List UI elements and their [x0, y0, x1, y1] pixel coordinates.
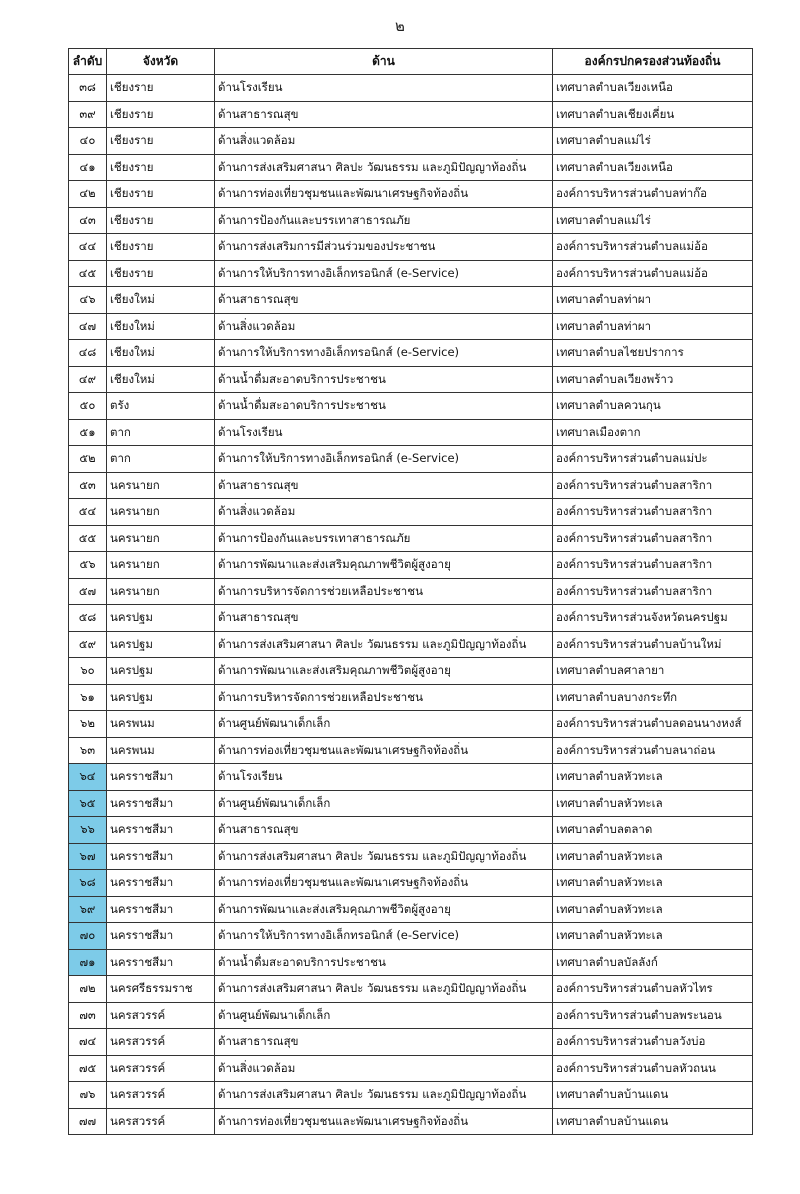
row-order-cell: ๗๑ [69, 949, 107, 976]
row-province-cell: เชียงราย [107, 207, 215, 234]
table-row [69, 207, 753, 234]
row-province-cell: นครสวรรค์ [107, 1002, 215, 1029]
row-aspect-cell: ด้านการส่งเสริมศาสนา ศิลปะ วัฒนธรรม และภูมิปัญญาท้องถิ่น [215, 154, 553, 181]
row-province-cell: นครนายก [107, 525, 215, 552]
table-row [69, 605, 753, 632]
table-row [69, 1029, 753, 1056]
table-row [69, 101, 753, 128]
row-order-cell: ๖๔ [69, 764, 107, 791]
row-order-cell: ๔๓ [69, 207, 107, 234]
row-organization-cell: องค์การบริหารส่วนตำบลสาริกา [553, 499, 753, 526]
table-row [69, 154, 753, 181]
row-aspect-cell: ด้านการส่งเสริมศาสนา ศิลปะ วัฒนธรรม และภูมิปัญญาท้องถิ่น [215, 976, 553, 1003]
table-row [69, 525, 753, 552]
table-row [69, 1002, 753, 1029]
row-province-cell: นครนายก [107, 552, 215, 579]
row-aspect-cell: ด้านสาธารณสุข [215, 817, 553, 844]
row-aspect-cell: ด้านการให้บริการทางอิเล็กทรอนิกส์ (e-Service) [215, 260, 553, 287]
table-row [69, 896, 753, 923]
header-organization: องค์กรปกครองส่วนท้องถิ่น [553, 49, 753, 75]
row-aspect-cell: ด้านสิ่งแวดล้อม [215, 1055, 553, 1082]
row-province-cell: นครราชสีมา [107, 843, 215, 870]
row-order-cell: ๕๐ [69, 393, 107, 420]
row-aspect-cell: ด้านการให้บริการทางอิเล็กทรอนิกส์ (e-Service) [215, 923, 553, 950]
row-organization-cell: เทศบาลตำบลเวียงเหนือ [553, 154, 753, 181]
row-aspect-cell: ด้านน้ำดื่มสะอาดบริการประชาชน [215, 393, 553, 420]
row-order-cell: ๔๑ [69, 154, 107, 181]
row-aspect-cell: ด้านการป้องกันและบรรเทาสาธารณภัย [215, 525, 553, 552]
row-order-cell: ๔๖ [69, 287, 107, 314]
table-row [69, 631, 753, 658]
row-province-cell: นครราชสีมา [107, 764, 215, 791]
table-row [69, 366, 753, 393]
table-row [69, 711, 753, 738]
table-row [69, 75, 753, 102]
row-province-cell: นครพนม [107, 737, 215, 764]
row-organization-cell: เทศบาลตำบลหัวทะเล [553, 923, 753, 950]
row-order-cell: ๔๒ [69, 181, 107, 208]
row-province-cell: เชียงราย [107, 128, 215, 155]
row-organization-cell: เทศบาลตำบลเชียงเคี่ยน [553, 101, 753, 128]
header-row [69, 49, 753, 75]
row-order-cell: ๖๘ [69, 870, 107, 897]
row-order-cell: ๖๑ [69, 684, 107, 711]
table-body [69, 75, 753, 1135]
table-row [69, 843, 753, 870]
row-organization-cell: เทศบาลตำบลบัลลังก์ [553, 949, 753, 976]
row-organization-cell: องค์การบริหารส่วนตำบลบ้านใหม่ [553, 631, 753, 658]
row-order-cell: ๖๒ [69, 711, 107, 738]
header-province: จังหวัด [107, 49, 215, 75]
row-province-cell: นครปฐม [107, 631, 215, 658]
table-row [69, 340, 753, 367]
row-province-cell: นครนายก [107, 578, 215, 605]
row-order-cell: ๔๔ [69, 234, 107, 261]
row-province-cell: เชียงใหม่ [107, 366, 215, 393]
table-row [69, 260, 753, 287]
row-organization-cell: องค์การบริหารส่วนตำบลแม่อ้อ [553, 260, 753, 287]
table-row [69, 234, 753, 261]
row-organization-cell: เทศบาลตำบลท่าผา [553, 313, 753, 340]
row-aspect-cell: ด้านการส่งเสริมศาสนา ศิลปะ วัฒนธรรม และภูมิปัญญาท้องถิ่น [215, 631, 553, 658]
row-organization-cell: องค์การบริหารส่วนตำบลท่าก๊อ [553, 181, 753, 208]
row-organization-cell: องค์การบริหารส่วนตำบลสาริกา [553, 578, 753, 605]
row-organization-cell: องค์การบริหารส่วนตำบลแม่ปะ [553, 446, 753, 473]
row-aspect-cell: ด้านโรงเรียน [215, 764, 553, 791]
row-province-cell: นครนายก [107, 499, 215, 526]
row-organization-cell: องค์การบริหารส่วนตำบลสาริกา [553, 525, 753, 552]
row-order-cell: ๖๐ [69, 658, 107, 685]
row-aspect-cell: ด้านโรงเรียน [215, 419, 553, 446]
row-organization-cell: องค์การบริหารส่วนตำบลดอนนางหงส์ [553, 711, 753, 738]
row-aspect-cell: ด้านสิ่งแวดล้อม [215, 313, 553, 340]
row-order-cell: ๗๔ [69, 1029, 107, 1056]
header-aspect: ด้าน [215, 49, 553, 75]
row-organization-cell: เทศบาลตำบลบ้านแดน [553, 1108, 753, 1135]
row-aspect-cell: ด้านการพัฒนาและส่งเสริมคุณภาพชีวิตผู้สูงอายุ [215, 552, 553, 579]
row-aspect-cell: ด้านการพัฒนาและส่งเสริมคุณภาพชีวิตผู้สูงอายุ [215, 896, 553, 923]
table-row [69, 578, 753, 605]
row-province-cell: เชียงใหม่ [107, 287, 215, 314]
row-organization-cell: เทศบาลตำบลแม่ไร่ [553, 207, 753, 234]
row-province-cell: นครราชสีมา [107, 896, 215, 923]
row-order-cell: ๗๓ [69, 1002, 107, 1029]
row-province-cell: นครปฐม [107, 605, 215, 632]
row-aspect-cell: ด้านการส่งเสริมการมีส่วนร่วมของประชาชน [215, 234, 553, 261]
row-organization-cell: องค์การบริหารส่วนจังหวัดนครปฐม [553, 605, 753, 632]
row-organization-cell: เทศบาลตำบลท่าผา [553, 287, 753, 314]
row-order-cell: ๕๗ [69, 578, 107, 605]
row-organization-cell: องค์การบริหารส่วนตำบลหัวไทร [553, 976, 753, 1003]
row-aspect-cell: ด้านการบริหารจัดการช่วยเหลือประชาชน [215, 578, 553, 605]
row-province-cell: นครราชสีมา [107, 949, 215, 976]
row-organization-cell: องค์การบริหารส่วนตำบลหัวถนน [553, 1055, 753, 1082]
row-order-cell: ๔๐ [69, 128, 107, 155]
row-order-cell: ๔๕ [69, 260, 107, 287]
row-aspect-cell: ด้านศูนย์พัฒนาเด็กเล็ก [215, 1002, 553, 1029]
header-order: ลำดับ [69, 49, 107, 75]
table-row [69, 817, 753, 844]
table-row [69, 1082, 753, 1109]
row-province-cell: นครพนม [107, 711, 215, 738]
row-aspect-cell: ด้านการส่งเสริมศาสนา ศิลปะ วัฒนธรรม และภูมิปัญญาท้องถิ่น [215, 843, 553, 870]
row-organization-cell: เทศบาลตำบลบางกระทึก [553, 684, 753, 711]
table-row [69, 764, 753, 791]
row-aspect-cell: ด้านสิ่งแวดล้อม [215, 499, 553, 526]
row-aspect-cell: ด้านการส่งเสริมศาสนา ศิลปะ วัฒนธรรม และภูมิปัญญาท้องถิ่น [215, 1082, 553, 1109]
row-province-cell: นครราชสีมา [107, 923, 215, 950]
row-organization-cell: เทศบาลตำบลแม่ไร่ [553, 128, 753, 155]
award-table [68, 48, 753, 1135]
row-aspect-cell: ด้านสาธารณสุข [215, 605, 553, 632]
row-order-cell: ๖๓ [69, 737, 107, 764]
row-organization-cell: องค์การบริหารส่วนตำบลนาถ่อน [553, 737, 753, 764]
row-aspect-cell: ด้านการบริหารจัดการช่วยเหลือประชาชน [215, 684, 553, 711]
row-province-cell: นครราชสีมา [107, 817, 215, 844]
row-aspect-cell: ด้านสาธารณสุข [215, 472, 553, 499]
row-organization-cell: องค์การบริหารส่วนตำบลสาริกา [553, 472, 753, 499]
row-province-cell: เชียงราย [107, 75, 215, 102]
row-organization-cell: เทศบาลตำบลหัวทะเล [553, 790, 753, 817]
row-order-cell: ๗๕ [69, 1055, 107, 1082]
row-order-cell: ๕๓ [69, 472, 107, 499]
table-row [69, 949, 753, 976]
row-province-cell: นครราชสีมา [107, 870, 215, 897]
row-organization-cell: องค์การบริหารส่วนตำบลแม่อ้อ [553, 234, 753, 261]
row-order-cell: ๖๙ [69, 896, 107, 923]
row-aspect-cell: ด้านโรงเรียน [215, 75, 553, 102]
row-province-cell: นครปฐม [107, 658, 215, 685]
row-aspect-cell: ด้านสาธารณสุข [215, 101, 553, 128]
table-row [69, 1055, 753, 1082]
row-province-cell: ตาก [107, 419, 215, 446]
table-row [69, 923, 753, 950]
table-row [69, 684, 753, 711]
row-province-cell: เชียงราย [107, 181, 215, 208]
row-order-cell: ๕๙ [69, 631, 107, 658]
row-aspect-cell: ด้านการท่องเที่ยวชุมชนและพัฒนาเศรษฐกิจท้องถิ่น [215, 737, 553, 764]
row-aspect-cell: ด้านน้ำดื่มสะอาดบริการประชาชน [215, 366, 553, 393]
row-organization-cell: องค์การบริหารส่วนตำบลวังบ่อ [553, 1029, 753, 1056]
row-organization-cell: เทศบาลตำบลตลาด [553, 817, 753, 844]
row-aspect-cell: ด้านการป้องกันและบรรเทาสาธารณภัย [215, 207, 553, 234]
row-organization-cell: เทศบาลตำบลควนกุน [553, 393, 753, 420]
table-header [69, 49, 753, 75]
row-order-cell: ๓๘ [69, 75, 107, 102]
row-aspect-cell: ด้านสาธารณสุข [215, 287, 553, 314]
row-organization-cell: เทศบาลตำบลหัวทะเล [553, 896, 753, 923]
row-order-cell: ๕๔ [69, 499, 107, 526]
row-organization-cell: เทศบาลตำบลศาลายา [553, 658, 753, 685]
row-province-cell: เชียงราย [107, 260, 215, 287]
row-province-cell: นครสวรรค์ [107, 1108, 215, 1135]
row-province-cell: เชียงราย [107, 101, 215, 128]
row-order-cell: ๔๙ [69, 366, 107, 393]
row-organization-cell: เทศบาลเมืองตาก [553, 419, 753, 446]
row-order-cell: ๕๑ [69, 419, 107, 446]
row-aspect-cell: ด้านการให้บริการทางอิเล็กทรอนิกส์ (e-Service) [215, 340, 553, 367]
row-order-cell: ๔๘ [69, 340, 107, 367]
table-row [69, 658, 753, 685]
row-province-cell: นครศรีธรรมราช [107, 976, 215, 1003]
row-order-cell: ๖๗ [69, 843, 107, 870]
table-row [69, 181, 753, 208]
row-aspect-cell: ด้านน้ำดื่มสะอาดบริการประชาชน [215, 949, 553, 976]
row-aspect-cell: ด้านการให้บริการทางอิเล็กทรอนิกส์ (e-Service) [215, 446, 553, 473]
row-province-cell: เชียงราย [107, 154, 215, 181]
row-province-cell: นครสวรรค์ [107, 1082, 215, 1109]
row-province-cell: เชียงใหม่ [107, 313, 215, 340]
row-organization-cell: เทศบาลตำบลเวียงเหนือ [553, 75, 753, 102]
row-aspect-cell: ด้านการท่องเที่ยวชุมชนและพัฒนาเศรษฐกิจท้องถิ่น [215, 1108, 553, 1135]
row-province-cell: นครปฐม [107, 684, 215, 711]
row-province-cell: นครสวรรค์ [107, 1029, 215, 1056]
page-number: ๒ [395, 17, 405, 35]
row-organization-cell: เทศบาลตำบลหัวทะเล [553, 870, 753, 897]
row-province-cell: นครราชสีมา [107, 790, 215, 817]
row-order-cell: ๕๘ [69, 605, 107, 632]
table-row [69, 499, 753, 526]
row-order-cell: ๗๒ [69, 976, 107, 1003]
table-row [69, 446, 753, 473]
row-aspect-cell: ด้านการท่องเที่ยวชุมชนและพัฒนาเศรษฐกิจท้องถิ่น [215, 181, 553, 208]
table-row [69, 976, 753, 1003]
row-province-cell: ตรัง [107, 393, 215, 420]
table-row [69, 870, 753, 897]
table-row [69, 472, 753, 499]
table-row [69, 790, 753, 817]
row-aspect-cell: ด้านศูนย์พัฒนาเด็กเล็ก [215, 711, 553, 738]
row-order-cell: ๗๗ [69, 1108, 107, 1135]
row-aspect-cell: ด้านศูนย์พัฒนาเด็กเล็ก [215, 790, 553, 817]
row-province-cell: นครสวรรค์ [107, 1055, 215, 1082]
row-order-cell: ๖๕ [69, 790, 107, 817]
row-province-cell: เชียงราย [107, 234, 215, 261]
row-order-cell: ๗๖ [69, 1082, 107, 1109]
table-row [69, 419, 753, 446]
row-aspect-cell: ด้านการท่องเที่ยวชุมชนและพัฒนาเศรษฐกิจท้องถิ่น [215, 870, 553, 897]
row-order-cell: ๕๕ [69, 525, 107, 552]
row-organization-cell: เทศบาลตำบลหัวทะเล [553, 764, 753, 791]
row-organization-cell: องค์การบริหารส่วนตำบลสาริกา [553, 552, 753, 579]
table-row [69, 1108, 753, 1135]
table-row [69, 287, 753, 314]
row-organization-cell: เทศบาลตำบลเวียงพร้าว [553, 366, 753, 393]
table-row [69, 313, 753, 340]
row-order-cell: ๖๖ [69, 817, 107, 844]
row-order-cell: ๕๒ [69, 446, 107, 473]
table-row [69, 128, 753, 155]
row-order-cell: ๔๗ [69, 313, 107, 340]
row-aspect-cell: ด้านสิ่งแวดล้อม [215, 128, 553, 155]
row-province-cell: เชียงใหม่ [107, 340, 215, 367]
row-organization-cell: องค์การบริหารส่วนตำบลพระนอน [553, 1002, 753, 1029]
table-row [69, 393, 753, 420]
row-order-cell: ๓๙ [69, 101, 107, 128]
row-province-cell: ตาก [107, 446, 215, 473]
row-organization-cell: เทศบาลตำบลหัวทะเล [553, 843, 753, 870]
row-aspect-cell: ด้านสาธารณสุข [215, 1029, 553, 1056]
table-row [69, 552, 753, 579]
row-province-cell: นครนายก [107, 472, 215, 499]
row-organization-cell: เทศบาลตำบลบ้านแดน [553, 1082, 753, 1109]
row-aspect-cell: ด้านการพัฒนาและส่งเสริมคุณภาพชีวิตผู้สูงอายุ [215, 658, 553, 685]
row-organization-cell: เทศบาลตำบลไชยปราการ [553, 340, 753, 367]
table-row [69, 737, 753, 764]
row-order-cell: ๗๐ [69, 923, 107, 950]
row-order-cell: ๕๖ [69, 552, 107, 579]
